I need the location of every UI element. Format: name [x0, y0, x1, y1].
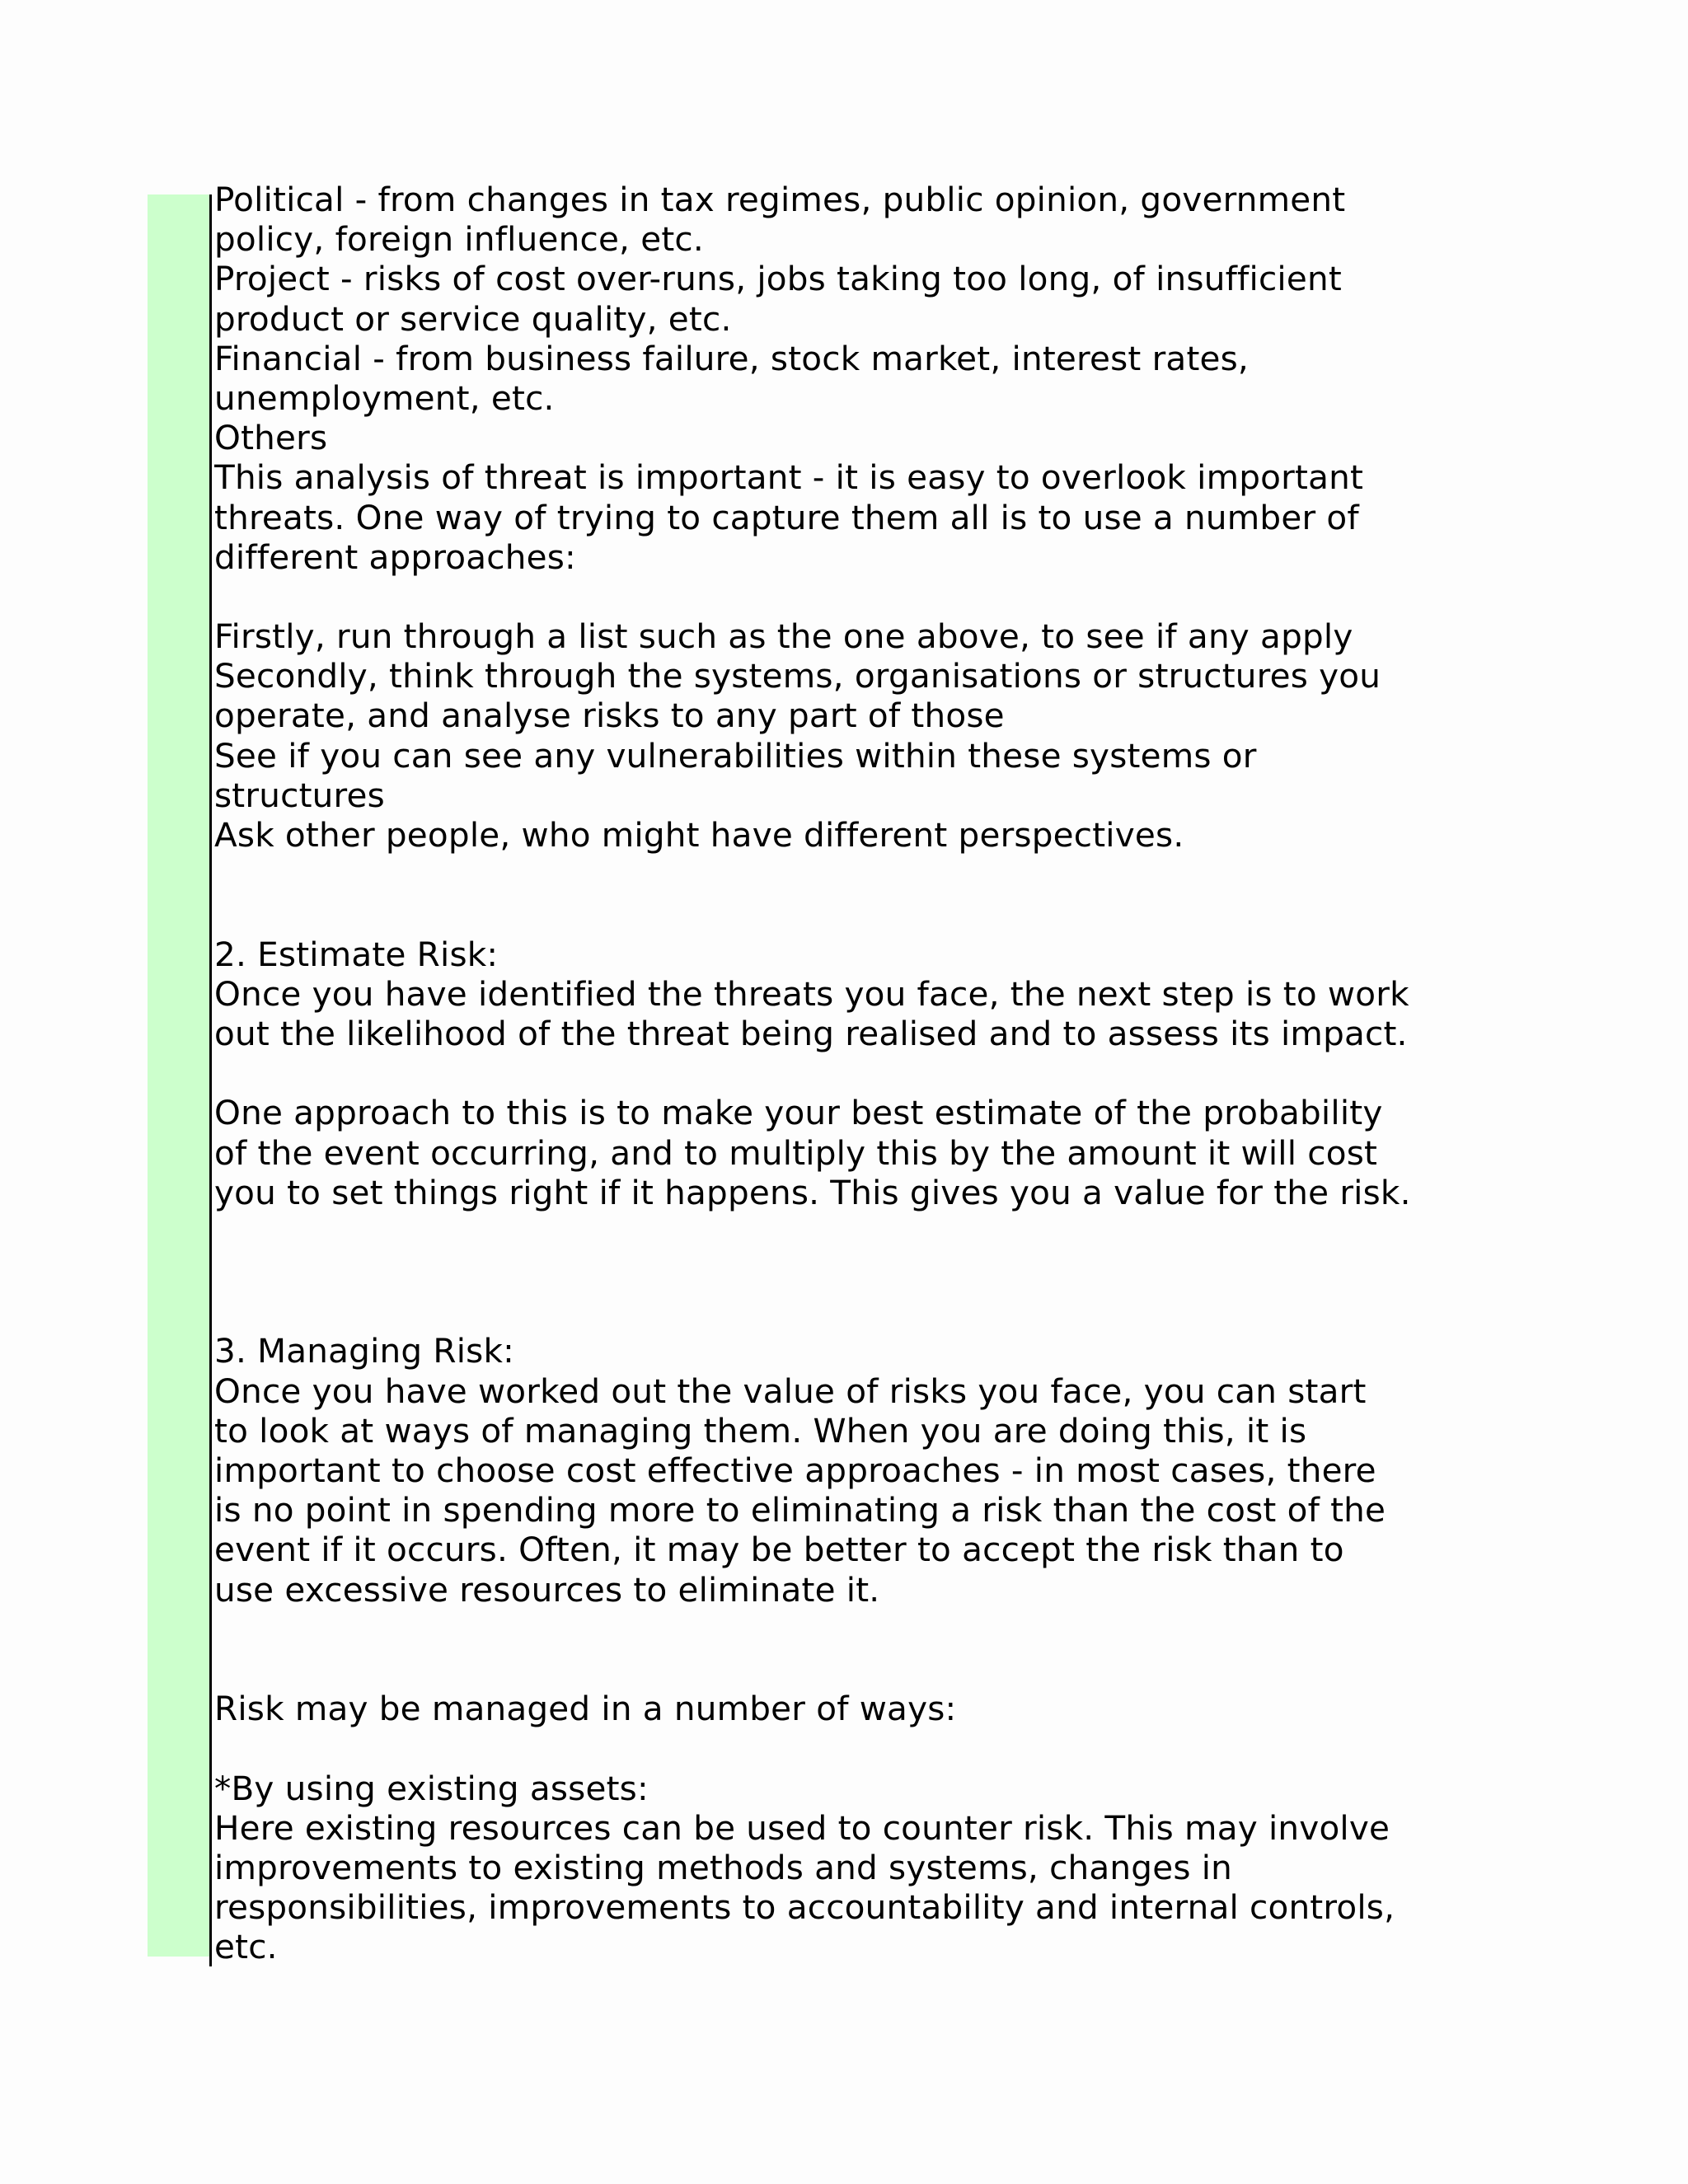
text-line: Firstly, run through a list such as the one above, to see if any apply [214, 616, 1353, 657]
text-line: of the event occurring, and to multiply this by the amount it will cost [214, 1132, 1378, 1173]
text-line: you to set things right if it happens. This gives you a value for the risk. [214, 1172, 1411, 1212]
blank-line [214, 1649, 1550, 1689]
document-text-block [214, 180, 1550, 1976]
text-line: use excessive resources to eliminate it. [214, 1569, 880, 1610]
vertical-divider-line [209, 194, 212, 1966]
text-line: One approach to this is to make your best estimate of the probability [214, 1093, 1383, 1133]
section-heading-estimate-risk: 2. Estimate Risk: [214, 934, 499, 974]
blank-line [214, 1252, 1550, 1291]
text-line: to look at ways of managing them. When you are doing this, it is [214, 1410, 1307, 1451]
text-line: etc. [214, 1927, 278, 1967]
subheading-existing-assets: *By using existing assets: [214, 1768, 649, 1808]
text-line: Political - from changes in tax regimes, public opinion, government [214, 180, 1346, 219]
text-line: Ask other people, who might have different perspectives. [214, 815, 1184, 855]
text-line: improvements to existing methods and systems, changes in [214, 1847, 1233, 1887]
blank-line [214, 1212, 1550, 1252]
text-line: operate, and analyse risks to any part of those [214, 696, 1005, 736]
blank-line [214, 855, 1550, 894]
text-line: Once you have identified the threats you face, the next step is to work [214, 973, 1409, 1014]
text-line: out the likelihood of the threat being realised and to assess its impact. [214, 1013, 1408, 1053]
green-margin-bar [148, 194, 209, 1957]
text-line: structures [214, 775, 385, 815]
text-line: important to choose cost effective approaches - in most cases, there [214, 1451, 1376, 1490]
text-line: Others [214, 418, 328, 458]
text-line: different approaches: [214, 537, 576, 577]
text-line: Financial - from business failure, stock market, interest rates, [214, 338, 1250, 378]
blank-line [214, 1610, 1550, 1649]
text-line: responsibilities, improvements to accountability and internal controls, [214, 1887, 1395, 1928]
text-line: Secondly, think through the systems, organisations or structures you [214, 656, 1381, 696]
blank-line [214, 894, 1550, 934]
text-line: Once you have worked out the value of risks you face, you can start [214, 1371, 1367, 1411]
text-line: This analysis of threat is important - it is easy to overlook important [214, 457, 1364, 498]
text-line: unemployment, etc. [214, 377, 555, 418]
text-line: policy, foreign influence, etc. [214, 219, 704, 260]
text-line: event if it occurs. Often, it may be better to accept the risk than to [214, 1530, 1344, 1570]
blank-line [214, 1291, 1550, 1331]
text-line: Here existing resources can be used to counter risk. This may involve [214, 1807, 1390, 1848]
text-line: threats. One way of trying to capture them all is to use a number of [214, 497, 1359, 537]
blank-line [214, 1053, 1550, 1093]
text-line: is no point in spending more to eliminating a risk than the cost of the [214, 1490, 1386, 1530]
text-line: See if you can see any vulnerabilities within these systems or [214, 735, 1257, 776]
text-line: Risk may be managed in a number of ways: [214, 1689, 957, 1729]
text-line: product or service quality, etc. [214, 298, 732, 339]
blank-line [214, 1728, 1550, 1768]
text-line: Project - risks of cost over-runs, jobs taking too long, of insufficient [214, 259, 1342, 299]
blank-line [214, 577, 1550, 616]
section-heading-managing-risk: 3. Managing Risk: [214, 1331, 514, 1371]
